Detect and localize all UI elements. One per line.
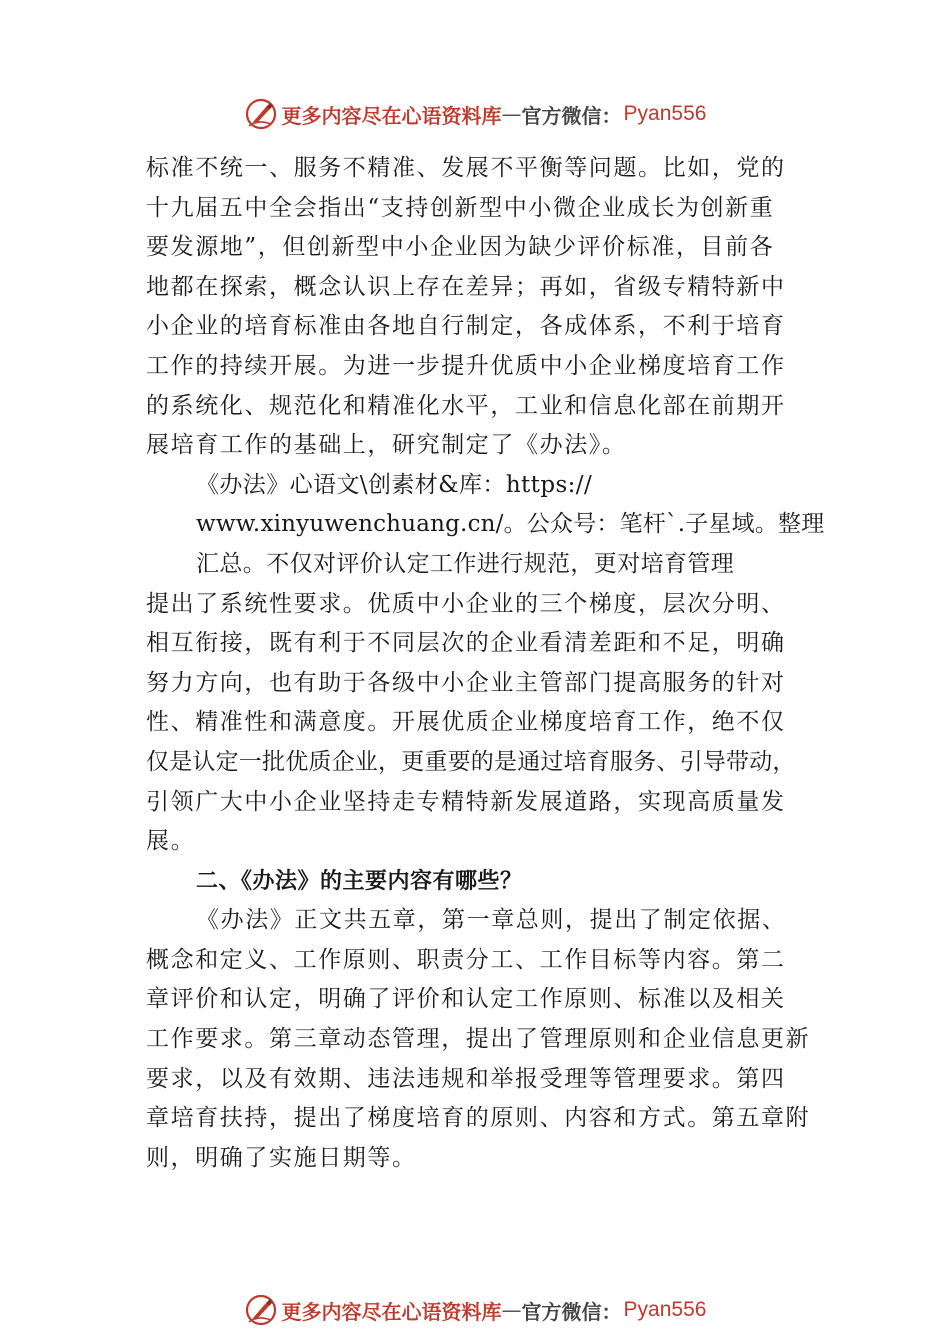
pen-logo-icon [244, 1293, 278, 1327]
text-line: 《办法》正文共五章，第一章总则，提出了制定依据、 [196, 907, 787, 934]
text-line: 要求，以及有效期、违法违规和举报受理等管理要求。第四 [146, 1065, 786, 1092]
banner-library-text: 更多内容尽在心语资料库 [281, 1299, 502, 1324]
text-line: 展。 [146, 828, 196, 855]
text-line: 工作的持续开展。为进一步提升优质中小企业梯度培育工作 [146, 352, 786, 379]
footer-banner [0, 1290, 950, 1330]
text-line: 标准不统一、服务不精准、发展不平衡等问题。比如，党的 [146, 155, 786, 181]
banner-wechat-label: 官方微信： [521, 1299, 622, 1324]
text-line: 相互衔接，既有利于不同层次的企业看清差距和不足，明确 [146, 630, 786, 657]
text-line: 十九届五中全会指出“支持创新型中小微企业成长为创新重 [146, 194, 775, 221]
banner-wechat-id: Pyan556 [623, 102, 707, 125]
text-line: 努力方向，也有助于各级中小企业主管部门提高服务的针对 [146, 669, 786, 696]
text-line: www.xinyuwenchuang.cn/。公众号：笔杆`.子星域。整理 [196, 511, 825, 538]
text-line: 《办法》心语文\创素材&库：https:// [196, 471, 593, 498]
inset-paragraph [146, 466, 846, 585]
banner-dash: — [501, 1298, 522, 1322]
section-heading: 二、《办法》的主要内容有哪些？ [196, 868, 523, 894]
banner-wechat-label: 官方微信： [521, 103, 622, 128]
text-line: 章评价和认定，明确了评价和认定工作原则、标准以及相关 [146, 986, 786, 1013]
paragraph-2 [146, 585, 846, 862]
document-body [146, 149, 846, 1178]
pen-logo-icon [244, 97, 278, 131]
text-line: 提出了系统性要求。优质中小企业的三个梯度，层次分明、 [146, 590, 786, 617]
banner-dash: — [501, 102, 522, 126]
header-banner [0, 94, 950, 134]
text-line: 章培育扶持，提出了梯度培育的原则、内容和方式。第五章附 [146, 1105, 811, 1132]
text-line: 地都在探索，概念认识上存在差异；再如，省级专精特新中 [146, 273, 786, 300]
text-line: 则，明确了实施日期等。 [146, 1144, 417, 1171]
text-line: 性、精准性和满意度。开展优质企业梯度培育工作，绝不仅 [146, 709, 786, 736]
text-line: 展培育工作的基础上，研究制定了《办法》。 [146, 432, 627, 459]
banner-wechat-id: Pyan556 [623, 1298, 707, 1321]
text-line: 仅是认定一批优质企业，更重要的是通过培育服务、引导带动， [146, 748, 796, 775]
text-line: 要发源地”，但创新型中小企业因为缺少评价标准，目前各 [146, 234, 775, 261]
text-line: 汇总。不仅对评价认定工作进行规范，更对培育管理 [196, 550, 735, 577]
text-line: 引领广大中小企业坚持走专精特新发展道路，实现高质量发 [146, 788, 786, 815]
paragraph-1 [146, 149, 846, 466]
banner-library-text: 更多内容尽在心语资料库 [281, 103, 502, 128]
text-line: 的系统化、规范化和精准化水平，工业和信息化部在前期开 [146, 392, 786, 419]
text-line: 小企业的培育标准由各地自行制定，各成体系，不利于培育 [146, 313, 786, 340]
paragraph-3 [146, 901, 846, 1178]
text-line: 工作要求。第三章动态管理，提出了管理原则和企业信息更新 [146, 1026, 811, 1053]
text-line: 概念和定义、工作原则、职责分工、工作目标等内容。第二 [146, 946, 786, 973]
